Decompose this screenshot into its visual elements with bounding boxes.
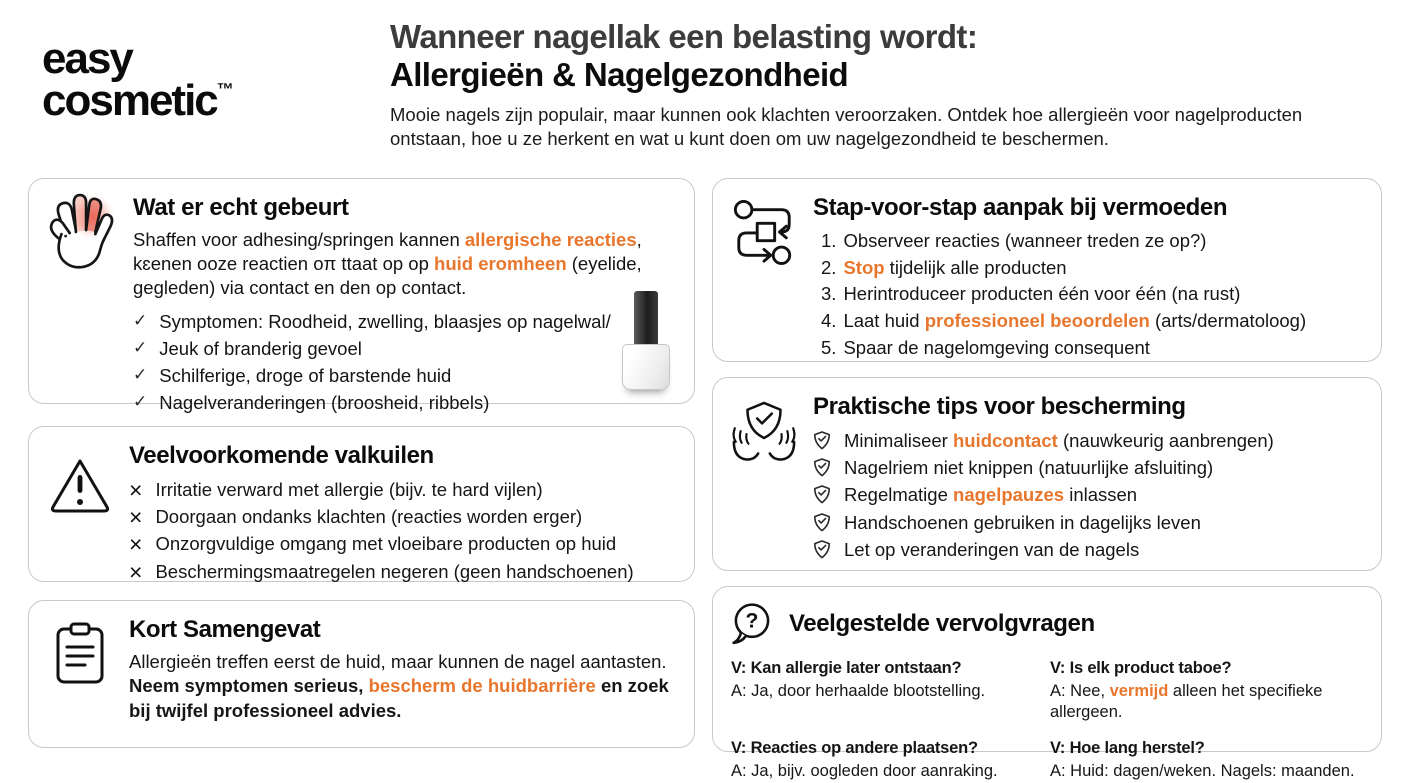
list-item: 4. Laat huid professioneel beoordelen (arts/dermatoloog) <box>821 309 1307 331</box>
list-item: ✓ Schilferige, droge of barstende huid <box>133 363 612 390</box>
question-bubble-icon <box>729 599 775 648</box>
list-item: ✓ Jeuk of branderig gevoel <box>133 336 612 363</box>
card-protection-tips <box>712 377 1382 571</box>
shield-hands-icon <box>729 390 799 563</box>
list-item: ✓ Symptomen: Roodheid, zwelling, blaasjes op nagelwal/ <box>133 309 612 336</box>
header <box>28 0 1384 178</box>
list-item: Regelmatige nagelpauzes inlassen <box>813 481 1361 508</box>
faq-grid <box>729 658 1361 783</box>
faq-item: V: Is elk product taboe? A: Nee, vermijd alleen het specifieke allergeen. <box>1050 659 1323 722</box>
card-title: Wat er echt gebeurt <box>133 194 349 221</box>
page-title-line1: Wanneer nagellak een belasting wordt: <box>390 18 978 55</box>
highlight-allergische-reacties: allergische reacties <box>464 229 637 250</box>
list-item: ✓ Nagelveranderingen (broosheid, ribbels) <box>133 390 612 417</box>
pitfall-list <box>129 476 674 585</box>
highlight-stop: Stop <box>843 256 885 278</box>
page-title-line2: Allergieën & Nagelgezondheid <box>390 55 849 93</box>
card-step-plan <box>712 178 1382 362</box>
card-summary <box>28 600 695 748</box>
highlight-huid-eromheen: huid eromheen <box>434 253 567 275</box>
brand-logo <box>28 0 390 125</box>
hand-allergy-icon <box>45 191 119 416</box>
highlight-huidcontact: huidcontact <box>952 430 1058 451</box>
cross-icon: × <box>129 477 143 503</box>
cross-icon: × <box>129 504 143 531</box>
check-icon: ✓ <box>133 337 148 357</box>
card-what-happens <box>28 178 695 413</box>
card-grid <box>28 178 1384 781</box>
shield-check-icon <box>813 512 831 533</box>
cross-icon: × <box>129 558 143 585</box>
list-item: 3. Herintroduceer producten één voor één (na rust) <box>821 283 1241 305</box>
symptom-checklist <box>133 309 674 416</box>
nail-polish-bottle-image <box>622 291 670 390</box>
faq-item: V: Hoe lang herstel? A: Huid: dagen/weken. Nagels: maanden. <box>1050 739 1355 781</box>
highlight-huidbarriere: bescherm de huidbarrière <box>368 675 596 697</box>
trademark-symbol: ™ <box>216 80 234 100</box>
right-column <box>712 178 1382 781</box>
cross-icon: × <box>129 531 143 558</box>
check-icon: ✓ <box>133 391 148 411</box>
list-item: 2. Stop tijdelijk alle producten <box>821 256 1067 278</box>
card-faq <box>712 586 1382 781</box>
page-subtitle: Mooie nagels zijn populair, maar kunnen ook klachten veroorzaken. Ontdek hoe allergieën voor nagelproducten ontstaan, hoe u ze herkent en wat u kunt doen om uw nagelgezondheid te beschermen. <box>390 103 1303 150</box>
bottle-body <box>622 344 670 390</box>
list-item: × Onzorgvuldige omgang met vloeibare producten op huid <box>129 531 617 558</box>
card-title: Veelvoorkomende valkuilen <box>129 442 434 469</box>
list-item: 5. Spaar de nagelomgeving consequent <box>821 336 1150 358</box>
shield-check-icon <box>813 539 831 560</box>
logo-line2: cosmetic™ <box>42 75 234 125</box>
list-item: Let op veranderingen van de nagels <box>813 536 1361 563</box>
card-title: Praktische tips voor bescherming <box>813 393 1186 420</box>
faq-item: V: Reacties op andere plaatsen? A: Ja, bijv. oogleden door aanraking. <box>731 739 998 781</box>
list-item: Minimaliseer huidcontact (nauwkeurig aanbrengen) <box>813 427 1361 454</box>
card-intro-text: Shaffen voor adhesing/springen kannen allergische reacties, kɛenen ooze reactien oπ ttaat op op huid eromheen (eyelide, gegleden) via contact en den op contact. <box>133 229 642 299</box>
highlight-vermijd: vermijd <box>1109 682 1169 701</box>
title-block <box>390 0 1384 152</box>
list-item: Handschoenen gebruiken in dagelijks leven <box>813 509 1361 536</box>
flowchart-icon <box>729 191 799 361</box>
highlight-nagelpauzes: nagelpauzes <box>953 484 1065 506</box>
svg-text:?: ? <box>745 609 759 633</box>
bottle-cap <box>634 291 658 345</box>
shield-check-icon <box>813 484 831 505</box>
check-icon: ✓ <box>133 364 148 384</box>
card-title: Kort Samengevat <box>129 616 321 643</box>
shield-check-icon <box>813 457 831 478</box>
list-item: × Doorgaan ondanks klachten (reacties worden erger) <box>129 504 583 531</box>
list-item: 1. Observeer reacties (wanneer treden ze op?) <box>821 230 1207 251</box>
card-title: Stap-voor-stap aanpak bij vermoeden <box>813 194 1228 221</box>
check-icon: ✓ <box>133 311 148 331</box>
card-title: Veelgestelde vervolgvragen <box>789 609 1095 637</box>
list-item: Nagelriem niet knippen (natuurlijke afsluiting) <box>813 454 1361 481</box>
highlight-professioneel-beoordelen: professioneel beoordelen <box>924 309 1150 331</box>
shield-check-icon <box>813 430 831 451</box>
summary-text: Allergieën treffen eerst de huid, maar kunnen de nagel aantasten. Neem symptomen serieus, bescherm de huidbarrière en zoek bij twijfel professioneel advies. <box>129 651 669 721</box>
logo-line1: easy <box>42 34 132 83</box>
left-column <box>28 178 695 748</box>
card-pitfalls <box>28 426 695 585</box>
faq-item: V: Kan allergie later ontstaan? A: Ja, door herhaalde blootstelling. <box>731 659 986 701</box>
list-item: × Irritatie verward met allergie (bijv. te hard vijlen) <box>129 477 543 503</box>
step-list <box>813 228 1361 361</box>
warning-triangle-icon <box>45 439 115 585</box>
list-item: × Beschermingsmaatregelen negeren (geen handschoenen) <box>129 558 634 585</box>
clipboard-icon <box>45 613 115 723</box>
tip-list <box>813 427 1361 563</box>
